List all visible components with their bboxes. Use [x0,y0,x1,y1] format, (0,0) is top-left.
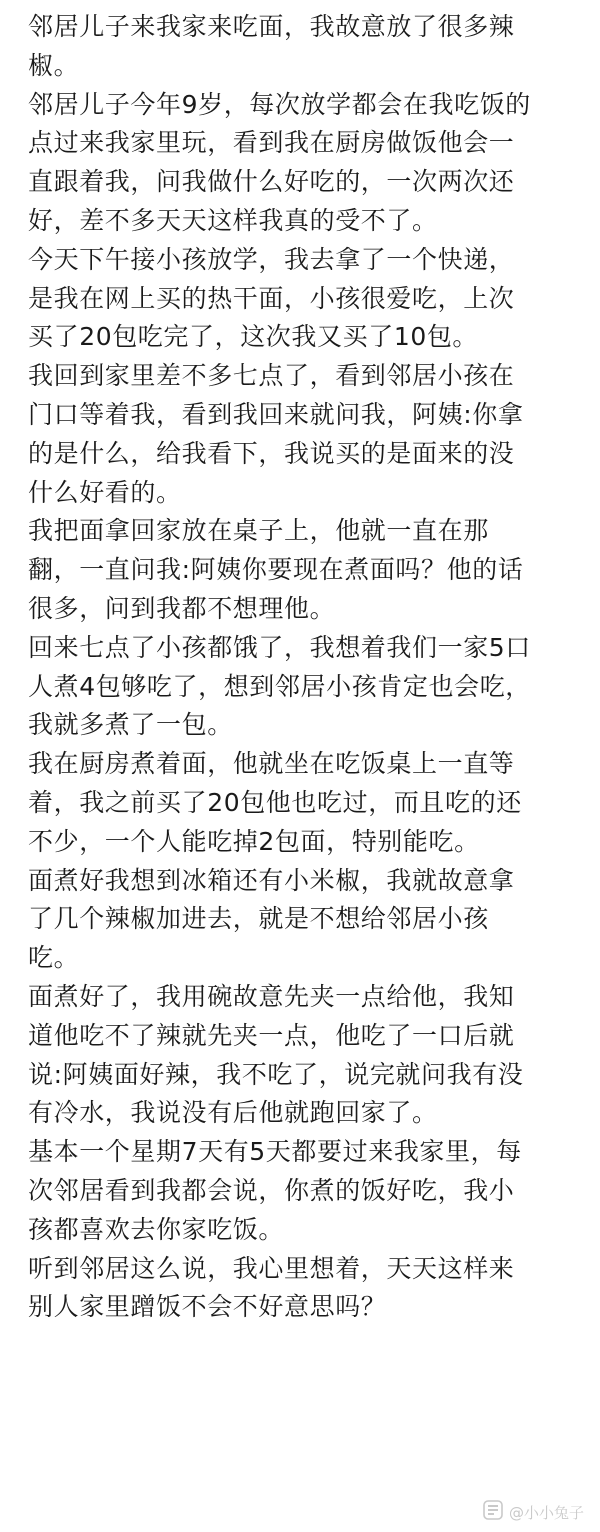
paragraph-5: 我把面拿回家放在桌子上，他就一直在那 翻，一直问我:阿姨你要现在煮面吗？他的话 很多，问到我都不想理他。 [28,516,524,623]
toutiao-logo-icon [483,1500,503,1524]
paragraph-4: 我回到家里差不多七点了，看到邻居小孩在 门口等着我，看到我回来就问我，阿姨:你拿 的是什么，给我看下，我说买的是面来的没 什么好看的。 [28,361,524,507]
paragraph-7: 我在厨房煮着面，他就坐在吃饭桌上一直等 着，我之前买了20包他也吃过，而且吃的还 不少，一个人能吃掉2包面，特别能吃。 [28,749,522,856]
paragraph-9: 面煮好了，我用碗故意先夹一点给他，我知 道他吃不了辣就先夹一点，他吃了一口后就 说:阿姨面好辣，我不吃了，说完就问我有没 有冷水，我说没有后他就跑回家了。 [28,981,524,1128]
watermark [483,1500,584,1524]
paragraph-8: 面煮好我想到冰箱还有小米椒，我就故意拿 了几个辣椒加进去，就是不想给邻居小孩 吃。 [28,865,515,973]
paragraph-6: 回来七点了小孩都饿了，我想着我们一家5口 人煮4包够吃了，想到邻居小孩肯定也会吃， 我就多煮了一包。 [28,632,531,740]
article-body [28,8,580,1327]
paragraph-3: 今天下午接小孩放学，我去拿了一个快递， 是我在网上买的热干面，小孩很爱吃，上次 买了20包吃完了，这次我又买了10包。 [28,244,515,352]
watermark-text: @小小兔子 [508,1503,584,1522]
paragraph-2: 邻居儿子今年9岁，每次放学都会在我吃饭的 点过来我家里玩，看到我在厨房做饭他会一 直跟着我，问我做什么好吃的，一次两次还 好，差不多天天这样我真的受不了。 [28,89,531,235]
paragraph-1: 邻居儿子来我家来吃面，我故意放了很多辣 椒。 [28,12,515,80]
paragraph-11: 听到邻居这么说，我心里想着，天天这样来 别人家里蹭饭不会不好意思吗？ [28,1253,515,1322]
paragraph-10: 基本一个星期7天有5天都要过来我家里，每 次邻居看到我都会说，你煮的饭好吃，我小 孩都喜欢去你家吃饭。 [28,1137,522,1244]
